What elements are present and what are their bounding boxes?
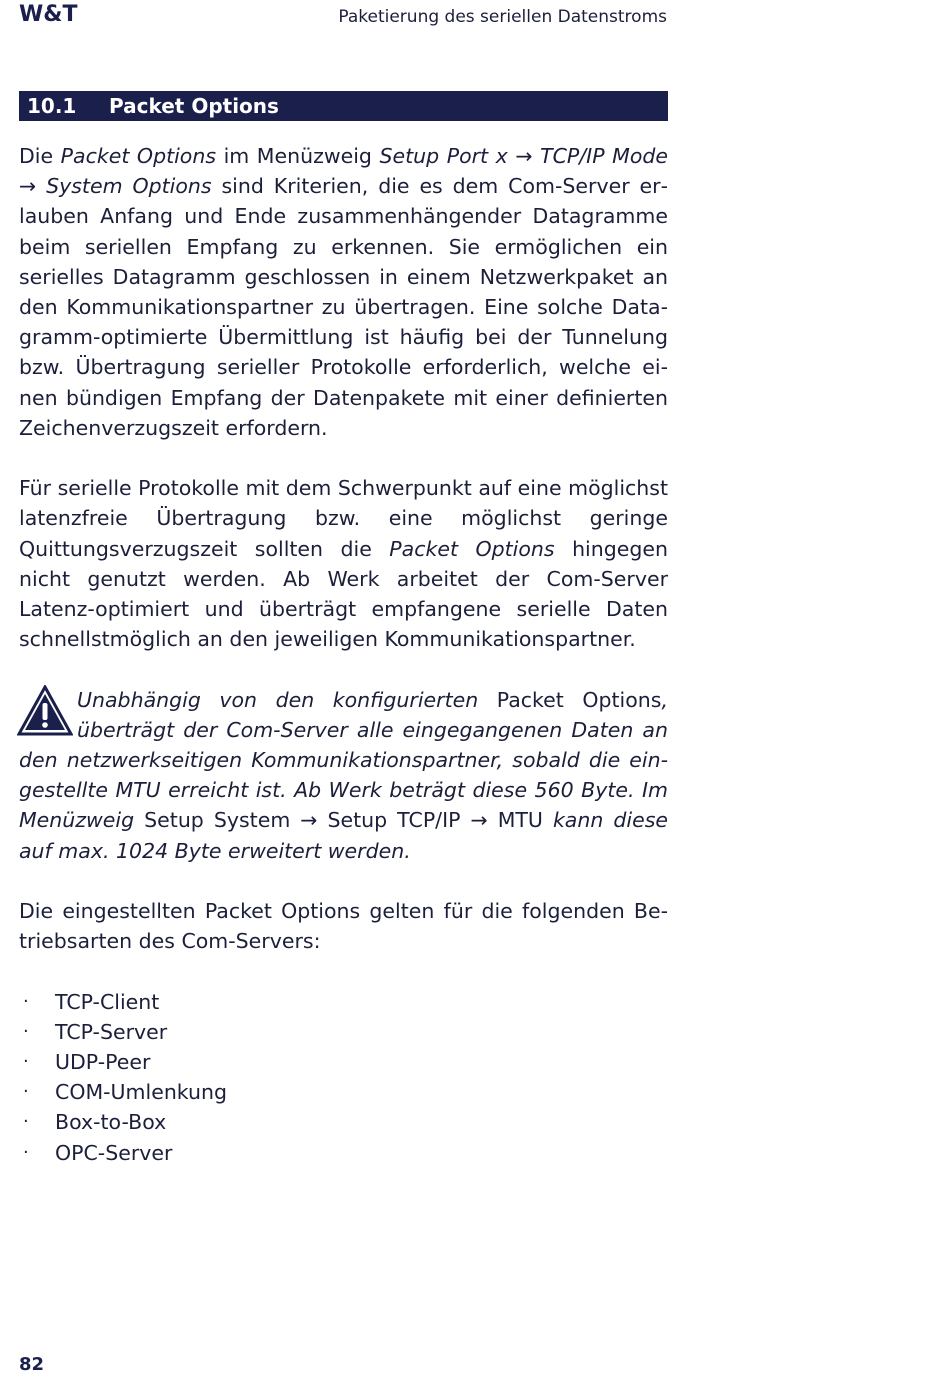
brand-logo: W&T xyxy=(19,2,78,27)
bullet: · xyxy=(23,1020,29,1042)
paragraph-modes-intro: Die eingestellten Packet Options gelten für die folgenden Betriebsarten des Com-Servers: xyxy=(19,899,668,954)
list-item-label: COM-Umlenkung xyxy=(55,1080,228,1105)
content xyxy=(19,141,668,1168)
menu-term: Packet Options xyxy=(389,536,555,561)
paragraph-intro xyxy=(19,141,668,443)
text: Unabhängig von den konfigurierten xyxy=(77,687,497,712)
text: , überträgt der Com-Server alle eingegangenen Daten an den netzwerkseitigen Kommunikationspartner, sobald die eingestellte MTU erreicht ist. Ab Werk beträgt diese 560 Byte. Im Menüzweig xyxy=(19,687,669,833)
running-head: Paketierung des seriellen Datenstroms xyxy=(338,7,667,27)
section-title: Packet Options xyxy=(109,94,279,118)
list-item xyxy=(19,1138,668,1168)
text: sind Kriterien, die es dem Com-Server erlauben Anfang und Ende zusammenhängender Datagramme beim seriellen Empfang zu erkennen. Sie ermöglichen ein serielles Datagramm geschlossen in einem Netzwerkpaket an den Kommunikationspartner zu übertragen. Eine solche Datagramm-optimierte Übermittlung ist häufig bei der Tunnelung bzw. Übertragung serieller Protokolle erforderlich, welche einen bündigen Empfang der Datenpakete mit einer definierten Zeichenverzugszeit erfordern. xyxy=(19,174,668,440)
text: Für serielle Protokolle mit dem Schwerpunkt auf eine möglichst latenzfreie Übertragung bzw. eine möglichst geringe Quittungsverzugszeit sollten die xyxy=(19,476,668,561)
text: hingegen nicht genutzt werden. Ab Werk arbeitet der Com-Server Latenz-optimiert und überträgt empfangene serielle Daten schnellstmöglich an den jeweiligen Kommunikationspartner. xyxy=(19,536,668,652)
list-item xyxy=(19,1077,668,1107)
list-item xyxy=(19,1017,668,1047)
menu-path: Setup Port x → TCP/IP Mode → System Options xyxy=(19,144,668,199)
warning-note xyxy=(19,685,668,866)
list-item xyxy=(19,1107,668,1137)
bullet: · xyxy=(23,1111,29,1133)
bullet: · xyxy=(23,1081,29,1103)
list-item-label: TCP-Server xyxy=(55,1019,168,1044)
page-number: 82 xyxy=(19,1354,45,1375)
section-number: 10.1 xyxy=(27,94,77,118)
list-item-label: UDP-Peer xyxy=(55,1050,151,1075)
text: kann diese auf max. 1024 Byte erweitert werden. xyxy=(19,808,668,863)
bullet: · xyxy=(23,1051,29,1073)
list-item xyxy=(19,1047,668,1077)
menu-term: Packet Options xyxy=(60,144,217,168)
bullet: · xyxy=(23,1141,29,1163)
text: im Menüzweig xyxy=(216,144,380,168)
modes-list xyxy=(19,987,668,1168)
warning-text xyxy=(19,685,668,866)
section-heading xyxy=(19,91,668,121)
list-item xyxy=(19,987,668,1017)
menu-path: Setup System → Setup TCP/IP → MTU xyxy=(144,808,543,833)
paragraph-latency xyxy=(19,473,668,654)
warning-triangle-icon xyxy=(17,685,73,737)
list-item-label: OPC-Server xyxy=(55,1140,173,1165)
list-item-label: Box-to-Box xyxy=(55,1110,167,1135)
bullet: · xyxy=(23,990,29,1012)
text: Die xyxy=(19,144,61,168)
term: Packet Options xyxy=(496,687,662,712)
list-item-label: TCP-Client xyxy=(55,989,160,1014)
